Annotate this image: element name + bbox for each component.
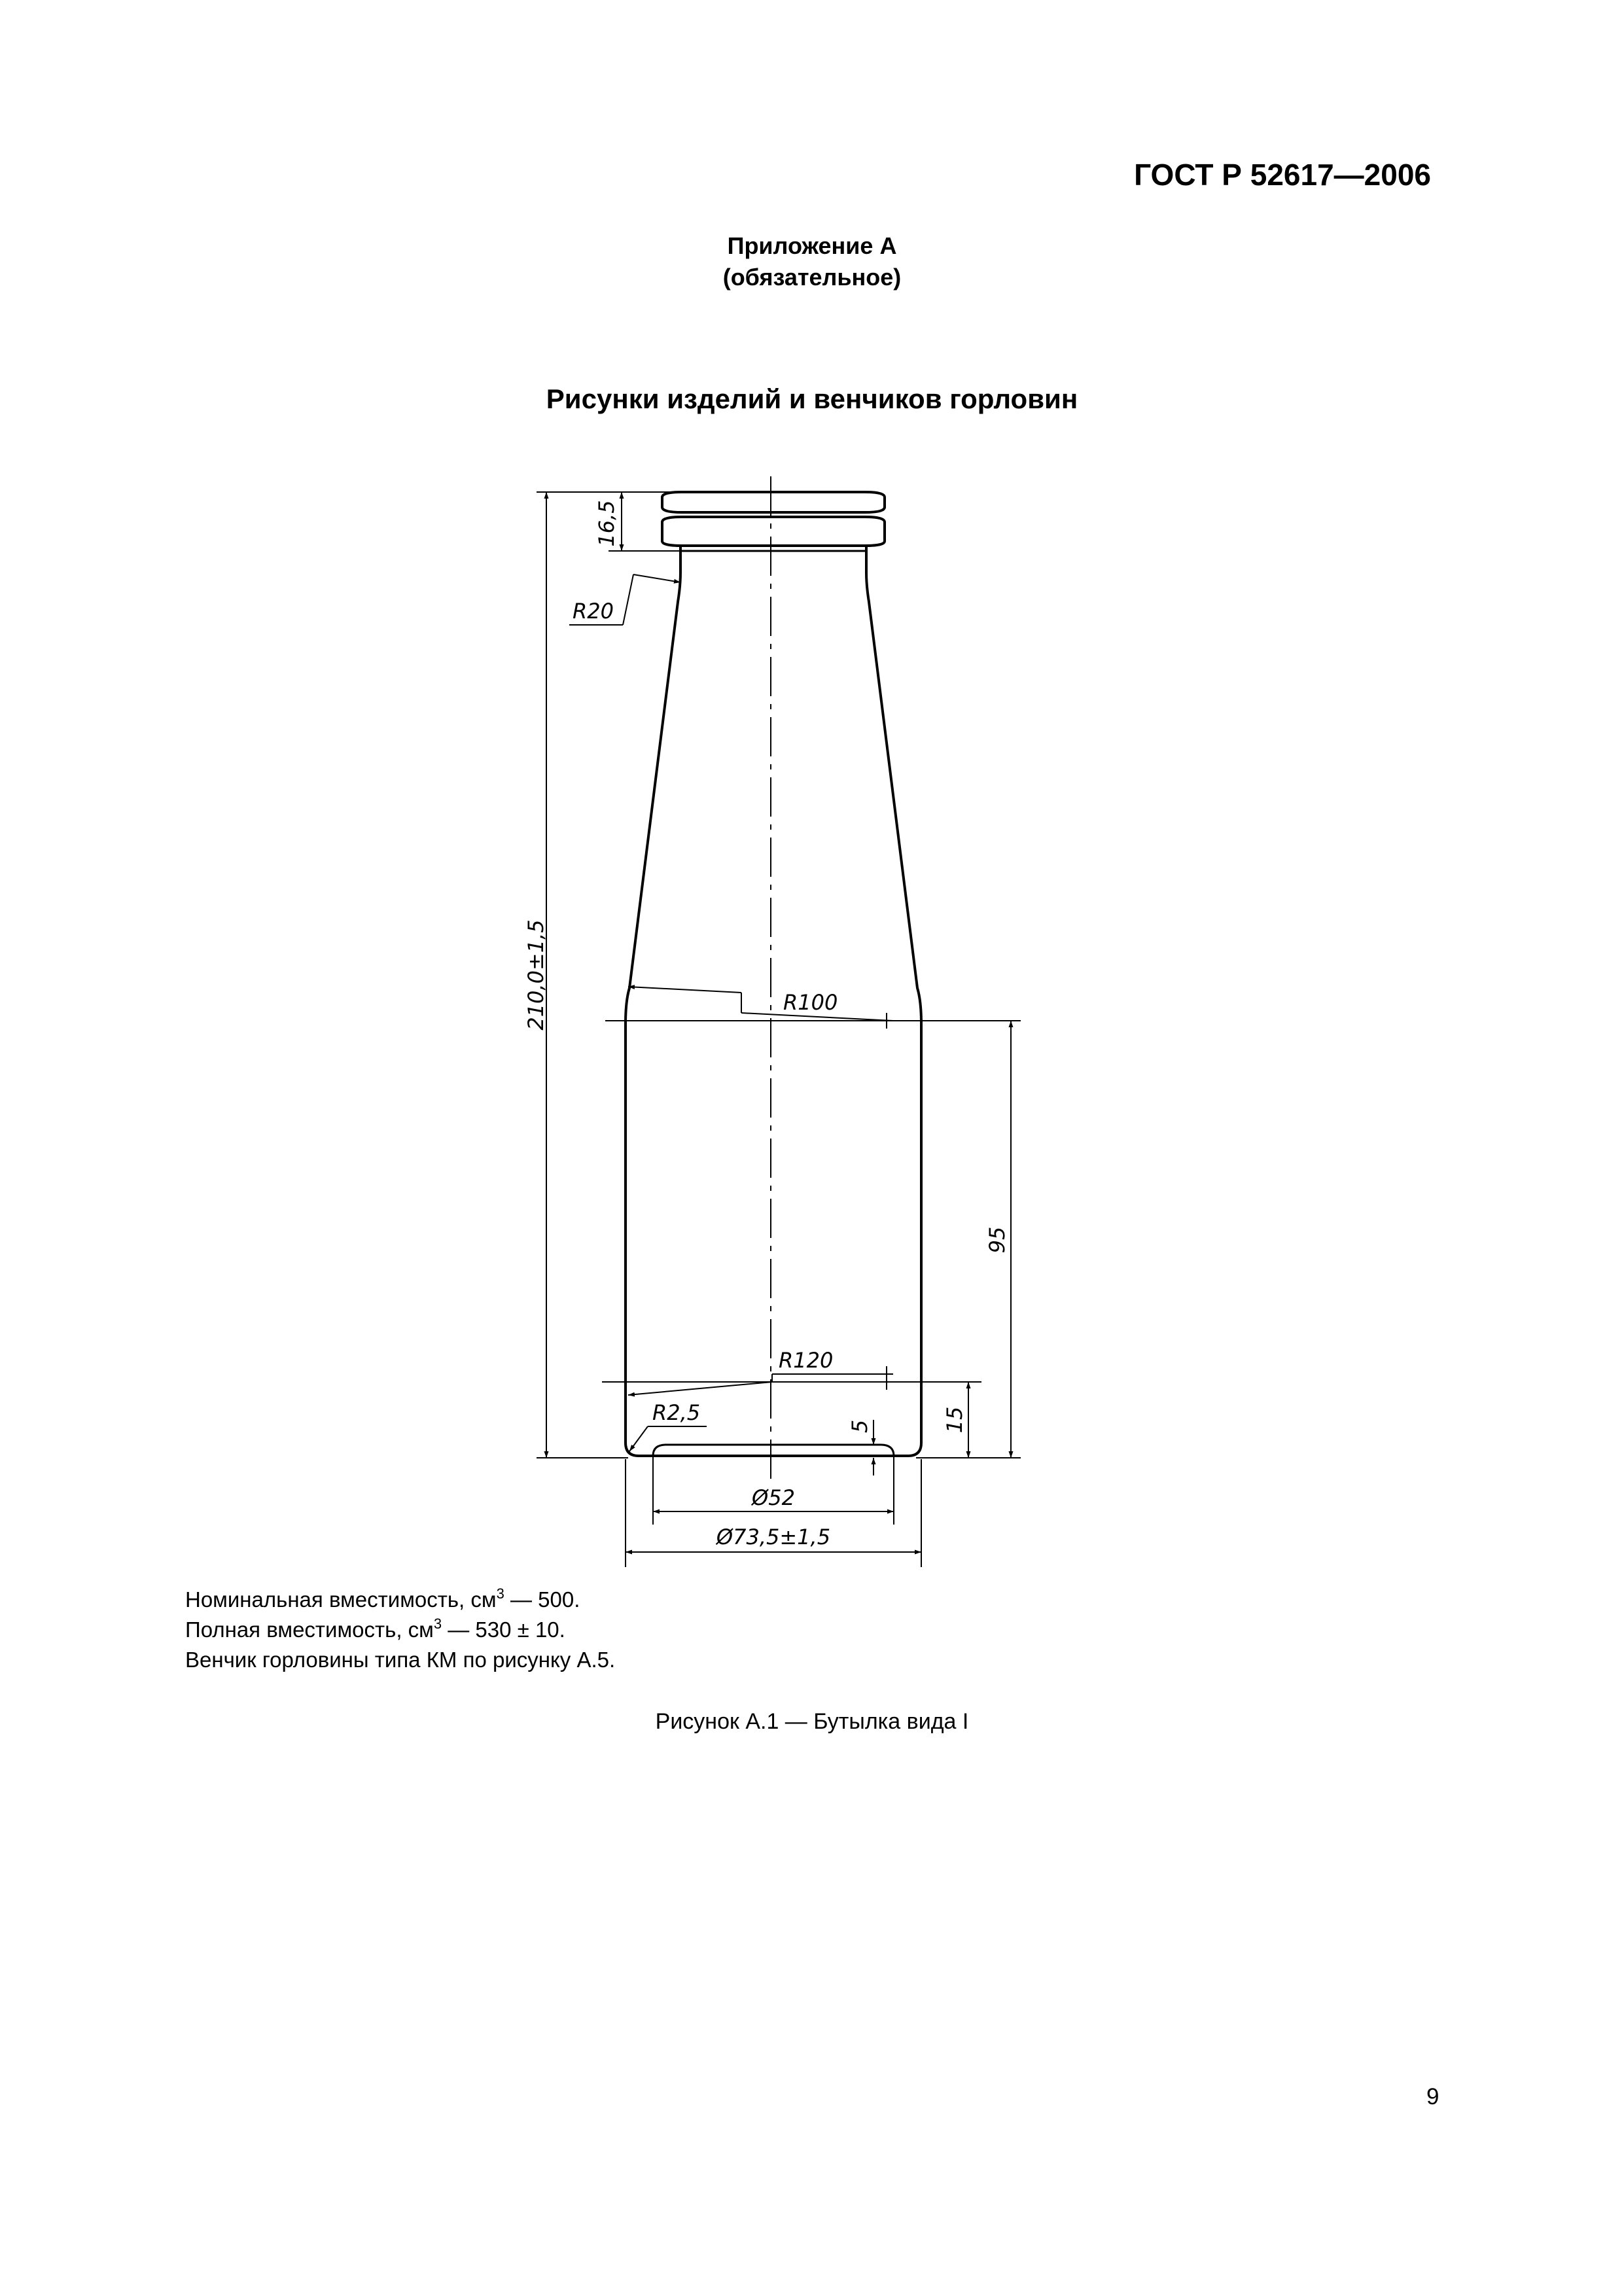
document-code: ГОСТ Р 52617—2006 (1134, 158, 1431, 192)
note-nominal-capacity: Номинальная вместимость, $см^3$ — 500. (185, 1585, 580, 1612)
appendix-status: (обязательное) (722, 264, 902, 291)
page-number: 9 (1426, 2084, 1439, 2110)
r100-label: R100 (783, 990, 838, 1015)
dim-body-diameter (626, 1459, 921, 1567)
base-diameter-label: Ø52 (752, 1485, 795, 1510)
r2-5-label: R2,5 (652, 1400, 701, 1425)
neck-height-label: 16,5 (594, 500, 619, 547)
figure-caption: Рисунок А.1 — Бутылка вида I (655, 1709, 969, 1734)
note-full-capacity: Полная вместимость, $см^3$ — 530 ± 10. (185, 1616, 565, 1642)
base-recess-label: 5 (847, 1419, 872, 1434)
dim-lower-height (605, 1021, 1021, 1458)
appendix-title: Приложение А (727, 232, 897, 259)
dim-total-height (537, 492, 674, 1458)
heel-height-label: 15 (942, 1406, 967, 1434)
dim-neck-height (609, 492, 680, 551)
body-diameter-label: Ø73,5±1,5 (716, 1525, 831, 1549)
neck-ring-top (662, 492, 885, 512)
leader-r2-5 (629, 1426, 707, 1451)
total-height-label: 210,0±1,5 (523, 919, 548, 1031)
section-title: Рисунки изделий и венчиков горловин (546, 383, 1078, 414)
r120-label: R120 (779, 1348, 834, 1373)
bottle-outline (626, 492, 921, 1456)
lower-height-label: 95 (985, 1226, 1010, 1254)
notes (185, 1585, 615, 1675)
r20-label: R20 (573, 599, 614, 624)
leader-r120 (628, 1366, 893, 1395)
leader-r100 (628, 987, 893, 1029)
bottle-body (626, 546, 921, 1456)
note-neck-finish: Венчик горловины типа КМ по рисунку А.5. (185, 1648, 616, 1672)
neck-ring-bottom (662, 517, 885, 546)
base-recess (653, 1445, 894, 1456)
